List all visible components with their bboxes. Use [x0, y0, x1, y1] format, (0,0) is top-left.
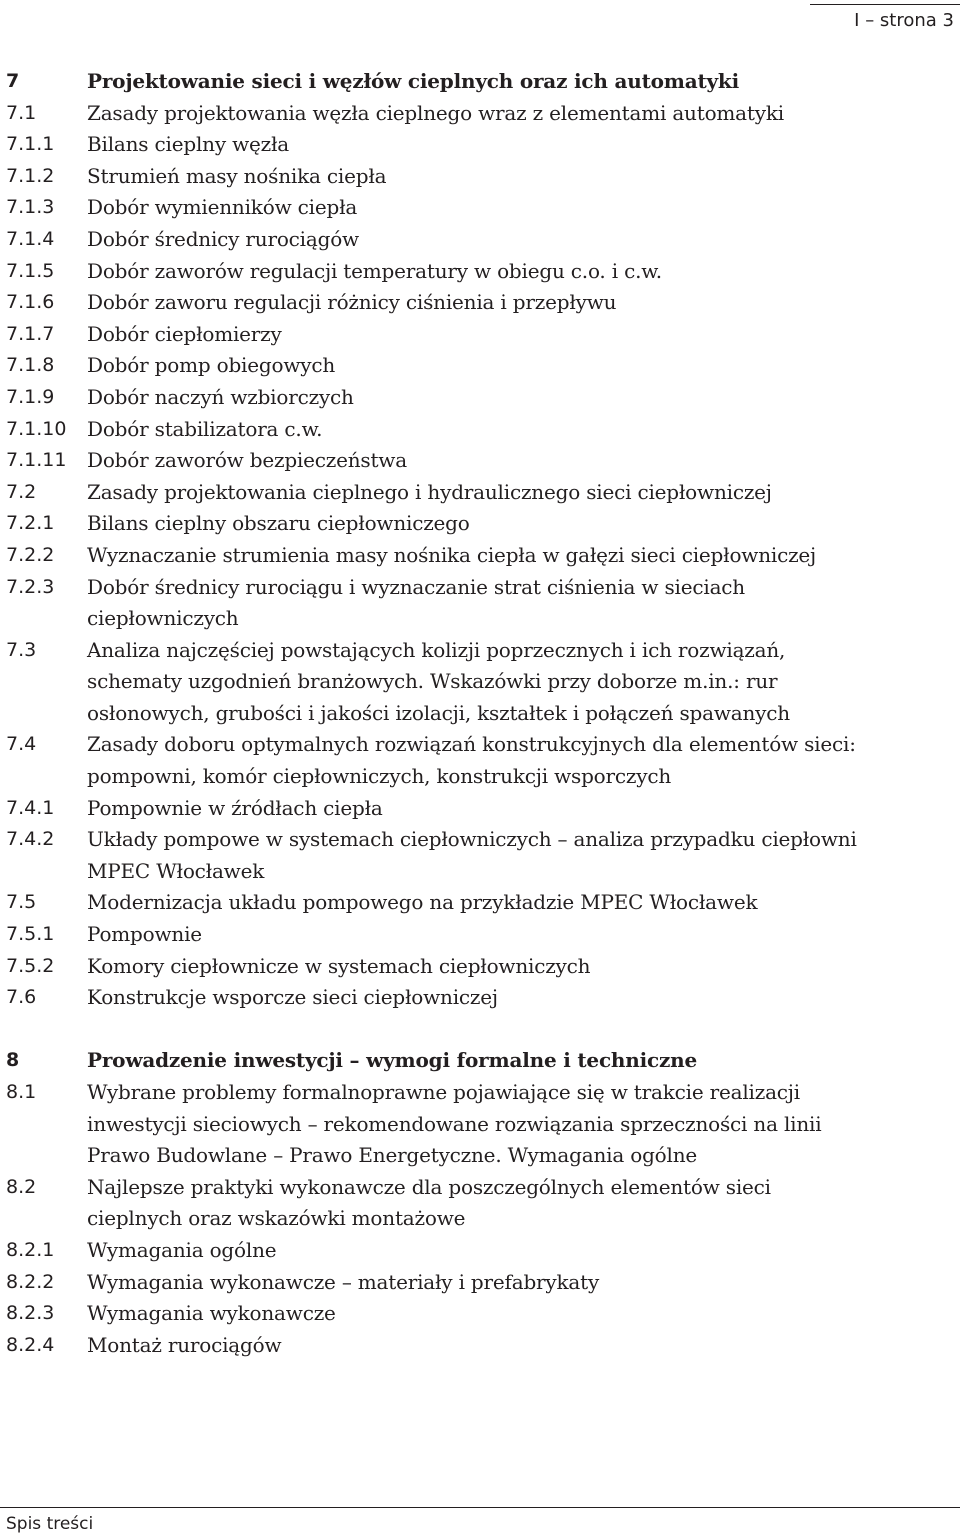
- toc-entry-number: 7.1.4: [6, 227, 55, 250]
- toc-entry[interactable]: [6, 382, 946, 414]
- toc-entry[interactable]: [6, 129, 946, 161]
- toc-entry-number: 7.1.11: [6, 449, 67, 472]
- toc-entry-number: 8.1: [6, 1081, 37, 1103]
- toc-entry-title: Wymagania wykonawcze: [87, 1301, 336, 1326]
- toc-entry-number: 8.2.2: [6, 1270, 55, 1293]
- toc-entry-title: Bilans cieplny węzła: [87, 132, 289, 157]
- toc-entry-number: 8.2.3: [6, 1302, 55, 1325]
- toc-entry[interactable]: [6, 287, 946, 319]
- toc-entry-title: Dobór średnicy rurociągu i wyznaczanie strat ciśnienia w sieciach ciepłowniczych: [87, 574, 745, 631]
- toc-chapter-entry[interactable]: [6, 66, 946, 98]
- page-number-label: I – strona 3: [854, 10, 954, 31]
- toc-entry-title: Wyznaczanie strumienia masy nośnika ciepła w gałęzi sieci ciepłowniczej: [87, 542, 817, 567]
- toc-entry[interactable]: [6, 445, 946, 477]
- toc-entry-number: 7.3: [6, 638, 37, 661]
- toc-entry-title: Zasady projektowania węzła cieplnego wraz z elementami automatyki: [87, 100, 784, 125]
- toc-entry-number: 7.1.1: [6, 133, 55, 156]
- toc-entry-title: Analiza najczęściej powstających kolizji poprzecznych i ich rozwiązań, schematy uzgodnień branżowych. Wskazówki przy doborze m.in.: rur osłonowych, grubości i jakości izolacji, kształtek i połączeń spawanych: [87, 637, 790, 725]
- toc-entry[interactable]: [6, 1172, 946, 1235]
- toc-entry-title: Komory ciepłownicze w systemach ciepłowniczych: [87, 953, 591, 978]
- toc-entry[interactable]: [6, 729, 946, 792]
- toc-entry-number: 7.1.8: [6, 354, 55, 377]
- toc-entry[interactable]: [6, 793, 946, 825]
- toc-entry-title: Wybrane problemy formalnoprawne pojawiające się w trakcie realizacji inwestycji sieciowych – rekomendowane rozwiązania sprzeczności na linii Prawo Budowlane – Prawo Energetyczne. Wymagania ogólne: [87, 1080, 822, 1168]
- toc-entry-title: Dobór wymienników ciepła: [87, 195, 358, 220]
- toc-entry[interactable]: [6, 824, 946, 887]
- toc-entry-number: 7.4.2: [6, 828, 55, 851]
- toc-entry-number: 7.4: [6, 733, 37, 756]
- toc-entry-number: 7.1.3: [6, 196, 55, 219]
- toc-entry-number: 8.2.1: [6, 1238, 55, 1261]
- toc-entry-title: Projektowanie sieci i węzłów cieplnych oraz ich automatyki: [87, 69, 739, 93]
- toc-entry-number: 7.5.2: [6, 954, 55, 977]
- toc-entry[interactable]: [6, 98, 946, 130]
- toc-chapter-entry[interactable]: [6, 1045, 946, 1077]
- toc-entry[interactable]: [6, 540, 946, 572]
- toc-entry[interactable]: [6, 224, 946, 256]
- toc-entry-number: 7.1.10: [6, 417, 67, 440]
- toc-entry[interactable]: [6, 982, 946, 1014]
- toc-entry-title: Strumień masy nośnika ciepła: [87, 163, 387, 188]
- toc-entry[interactable]: [6, 319, 946, 351]
- toc-entry-number: 7.1: [6, 101, 37, 124]
- toc-entry[interactable]: [6, 635, 946, 730]
- toc-entry-number: 7.1.6: [6, 291, 55, 314]
- toc-entry-title: Dobór średnicy rurociągów: [87, 226, 359, 251]
- toc-entry-title: Pompownie: [87, 922, 202, 947]
- toc-entry-number: 7.2.2: [6, 543, 55, 566]
- toc-entry-title: Wymagania ogólne: [87, 1237, 277, 1262]
- toc-entry-number: 8.2: [6, 1175, 37, 1198]
- toc-entry-title: Zasady doboru optymalnych rozwiązań konstrukcyjnych dla elementów sieci: pompowni, komór ciepłowniczych, konstrukcji wsporczych: [87, 732, 856, 789]
- toc-entry-number: 7.2: [6, 480, 37, 503]
- toc-entry-title: Dobór ciepłomierzy: [87, 321, 282, 346]
- toc-entry-number: 7.1.7: [6, 322, 55, 345]
- footer-rule: [0, 1507, 960, 1508]
- toc-entry[interactable]: [6, 572, 946, 635]
- toc-entry-title: Pompownie w źródłach ciepła: [87, 795, 383, 820]
- toc-entry-number: 7.1.5: [6, 259, 55, 282]
- toc-entry-title: Konstrukcje wsporcze sieci ciepłowniczej: [87, 985, 498, 1010]
- toc-entry[interactable]: [6, 1077, 946, 1172]
- toc-entry-number: 7.6: [6, 986, 37, 1009]
- toc-entry[interactable]: [6, 887, 946, 919]
- toc-entry-number: 7.5.1: [6, 923, 55, 946]
- toc-entry[interactable]: [6, 256, 946, 288]
- toc-entry-number: 8.2.4: [6, 1333, 55, 1356]
- toc-entry-title: Dobór zaworu regulacji różnicy ciśnienia i przepływu: [87, 290, 617, 315]
- toc-entry-title: Prowadzenie inwestycji – wymogi formalne i techniczne: [87, 1048, 698, 1073]
- toc-entry[interactable]: [6, 951, 946, 983]
- toc-entry[interactable]: [6, 414, 946, 446]
- toc-entry-title: Dobór zaworów bezpieczeństwa: [87, 448, 407, 473]
- toc-entry-title: Zasady projektowania cieplnego i hydraulicznego sieci ciepłowniczej: [87, 479, 772, 504]
- toc-entry-title: Dobór pomp obiegowych: [87, 353, 336, 378]
- toc-entry[interactable]: [6, 1267, 946, 1299]
- toc-entry[interactable]: [6, 192, 946, 224]
- toc-entry[interactable]: [6, 919, 946, 951]
- toc-entry-number: 7.2.1: [6, 512, 55, 535]
- toc-entry[interactable]: [6, 161, 946, 193]
- toc-entry-title: Dobór zaworów regulacji temperatury w obiegu c.o. i c.w.: [87, 258, 662, 283]
- toc-entry[interactable]: [6, 350, 946, 382]
- toc-entry-title: Dobór naczyń wzbiorczych: [87, 384, 354, 409]
- toc-entry[interactable]: [6, 1298, 946, 1330]
- toc-entry[interactable]: [6, 508, 946, 540]
- toc-entry[interactable]: [6, 1235, 946, 1267]
- header-rule: [810, 4, 960, 5]
- toc-entry-title: Układy pompowe w systemach ciepłowniczych – analiza przypadku ciepłowni MPEC Włocławek: [87, 827, 857, 883]
- toc-entry-number: 7: [6, 70, 20, 92]
- toc-entry-title: Dobór stabilizatora c.w.: [87, 416, 323, 441]
- toc-entry-number: 7.2.3: [6, 575, 55, 598]
- toc-entry-title: Modernizacja układu pompowego na przykładzie MPEC Włocławek: [87, 890, 758, 915]
- toc-entry-title: Montaż rurociągów: [87, 1332, 282, 1357]
- toc-entry-title: Wymagania wykonawcze – materiały i prefabrykaty: [87, 1269, 600, 1294]
- footer-section-label: Spis treści: [6, 1514, 94, 1534]
- toc-entry-number: 7.4.1: [6, 796, 55, 819]
- section-gap: [6, 1014, 946, 1046]
- toc-entry-number: 7.1.9: [6, 385, 55, 408]
- table-of-contents: [6, 66, 946, 1361]
- toc-entry[interactable]: [6, 1330, 946, 1362]
- toc-entry-number: 7.1.2: [6, 164, 55, 187]
- toc-entry-number: 8: [6, 1049, 20, 1072]
- toc-entry-title: Najlepsze praktyki wykonawcze dla poszczególnych elementów sieci cieplnych oraz wskazówki montażowe: [87, 1174, 771, 1231]
- toc-entry-title: Bilans cieplny obszaru ciepłowniczego: [87, 511, 470, 536]
- toc-entry[interactable]: [6, 477, 946, 509]
- toc-entry-number: 7.5: [6, 891, 37, 914]
